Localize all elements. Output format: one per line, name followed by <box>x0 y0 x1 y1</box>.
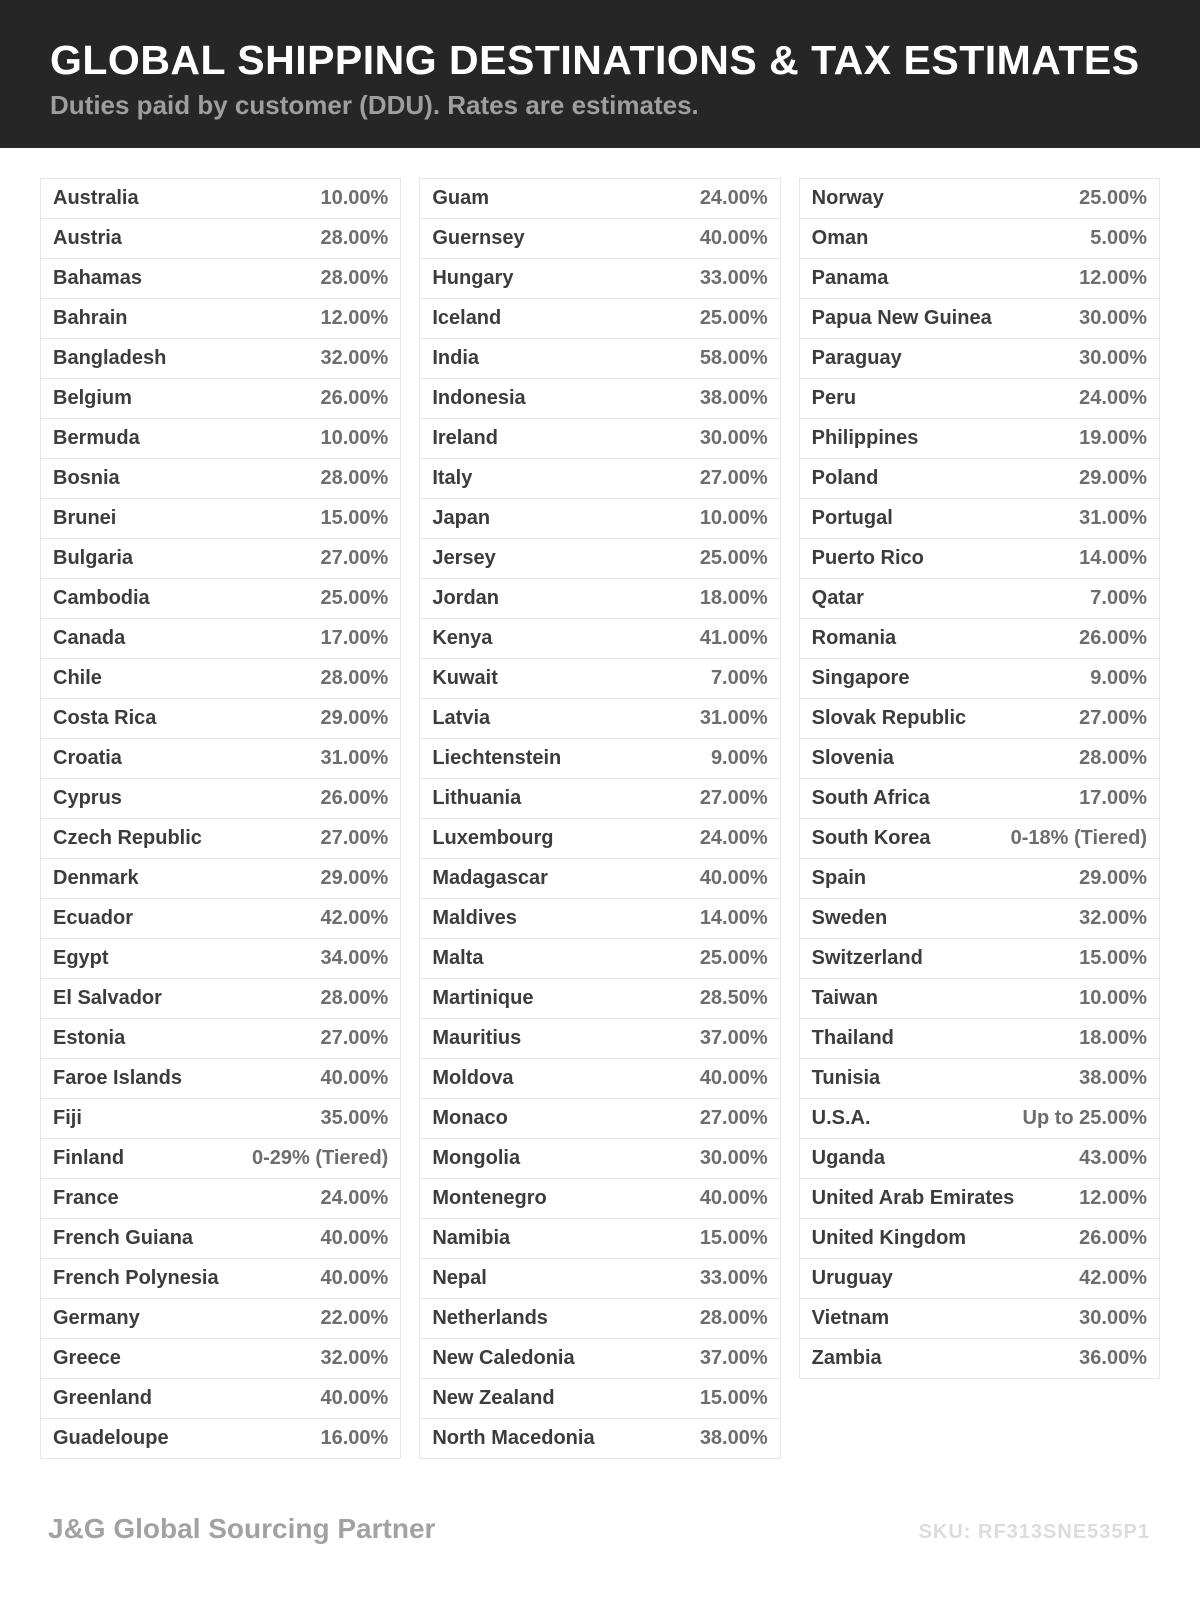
tax-rate: 12.00% <box>1079 267 1147 289</box>
country-name: Portugal <box>811 507 893 529</box>
tax-rate: 24.00% <box>699 827 768 849</box>
country-name: Spain <box>811 867 867 889</box>
country-name: Kuwait <box>432 667 498 689</box>
table-row <box>420 899 779 939</box>
tax-rate: 14.00% <box>1079 547 1147 569</box>
country-name: Croatia <box>53 747 122 769</box>
table-row <box>41 539 400 579</box>
table-row <box>800 779 1159 819</box>
country-name: India <box>432 347 479 369</box>
country-name: Denmark <box>53 867 139 889</box>
tax-rate: 5.00% <box>1090 227 1147 249</box>
country-name: Costa Rica <box>53 707 157 729</box>
country-name: Latvia <box>432 707 491 729</box>
tax-rate: 24.00% <box>320 1187 389 1209</box>
country-name: Guernsey <box>432 227 525 249</box>
table-row <box>41 1379 400 1419</box>
page-title: GLOBAL SHIPPING DESTINATIONS & TAX ESTIMATES <box>50 37 1140 83</box>
country-name: Cyprus <box>53 787 122 809</box>
tax-rate: 28.00% <box>320 667 389 689</box>
country-name: Tunisia <box>811 1067 881 1089</box>
table-row <box>41 659 400 699</box>
tax-rate: 15.00% <box>699 1387 768 1409</box>
sku-label: SKU: RF313SNE535P1 <box>918 1521 1150 1543</box>
tax-rate: 28.00% <box>320 227 389 249</box>
country-name: Jordan <box>432 587 500 609</box>
table-row <box>800 379 1159 419</box>
table-row <box>800 899 1159 939</box>
tax-rate: 24.00% <box>1079 387 1147 409</box>
table-row <box>41 979 400 1019</box>
table-row <box>800 339 1159 379</box>
country-name: Bahrain <box>53 307 128 329</box>
tax-rate: 40.00% <box>320 1267 389 1289</box>
country-name: Germany <box>53 1307 140 1329</box>
country-name: Madagascar <box>432 867 548 889</box>
country-name: United Kingdom <box>811 1227 967 1249</box>
table-row <box>420 539 779 579</box>
tax-rate: 19.00% <box>1079 427 1147 449</box>
table-row <box>800 1259 1159 1299</box>
country-name: Uruguay <box>811 1267 893 1289</box>
tax-rate: 38.00% <box>699 1427 768 1449</box>
table-row <box>420 939 779 979</box>
tax-rate: 10.00% <box>320 427 389 449</box>
tax-rate: 38.00% <box>699 387 768 409</box>
table-row <box>800 1179 1159 1219</box>
tax-rate: 30.00% <box>1079 307 1147 329</box>
brand-name: J&G Global Sourcing Partner <box>48 1513 436 1544</box>
tax-rate: 31.00% <box>320 747 389 769</box>
tax-rate: 14.00% <box>699 907 768 929</box>
country-name: Fiji <box>53 1107 82 1129</box>
table-row <box>420 1299 779 1339</box>
tax-rate: 10.00% <box>320 187 389 209</box>
table-row <box>41 219 400 259</box>
table-row <box>420 1339 779 1379</box>
tax-rate: 40.00% <box>699 227 768 249</box>
country-name: Faroe Islands <box>53 1067 182 1089</box>
table-row <box>420 739 779 779</box>
tax-rate: 27.00% <box>699 1107 768 1129</box>
table-row <box>800 1139 1159 1179</box>
table-row <box>41 899 400 939</box>
tax-rate: 28.00% <box>320 467 389 489</box>
table-row <box>420 299 779 339</box>
tax-rate: 28.00% <box>699 1307 768 1329</box>
table-row <box>41 1299 400 1339</box>
table-row <box>41 459 400 499</box>
table-row <box>800 619 1159 659</box>
tax-rate: 32.00% <box>320 1347 389 1369</box>
country-name: Iceland <box>432 307 502 329</box>
country-name: Singapore <box>811 667 910 689</box>
tax-rate: 36.00% <box>1079 1347 1147 1369</box>
country-name: Guadeloupe <box>53 1427 169 1449</box>
tax-rate: 25.00% <box>699 947 768 969</box>
country-name: Mauritius <box>432 1027 522 1049</box>
table-row <box>420 459 779 499</box>
country-name: Paraguay <box>811 347 902 369</box>
table-row <box>41 579 400 619</box>
tax-rate: 10.00% <box>699 507 768 529</box>
tax-rate: 0-18% (Tiered) <box>1010 827 1147 849</box>
tax-rate: 24.00% <box>699 187 768 209</box>
country-name: South Africa <box>811 787 930 809</box>
country-name: Moldova <box>432 1067 514 1089</box>
tax-rate: 30.00% <box>699 427 768 449</box>
table-row <box>41 939 400 979</box>
table-row <box>41 1179 400 1219</box>
table-row <box>800 539 1159 579</box>
table-row <box>420 779 779 819</box>
tax-rate: 31.00% <box>699 707 768 729</box>
tax-rate: 40.00% <box>320 1227 389 1249</box>
country-name: Taiwan <box>811 987 878 1009</box>
table-row <box>800 499 1159 539</box>
country-name: Mongolia <box>432 1147 521 1169</box>
table-row <box>800 1219 1159 1259</box>
tax-rate: 40.00% <box>699 867 768 889</box>
tax-rate: 15.00% <box>699 1227 768 1249</box>
tax-rate: 40.00% <box>320 1067 389 1089</box>
table-row <box>41 259 400 299</box>
table-row <box>800 459 1159 499</box>
tax-rate: 18.00% <box>1079 1027 1147 1049</box>
tax-rate: 33.00% <box>699 267 768 289</box>
tax-rate: 16.00% <box>320 1427 389 1449</box>
tax-rate: 12.00% <box>1079 1187 1147 1209</box>
country-name: Guam <box>432 187 490 209</box>
country-name: Japan <box>432 507 491 529</box>
country-name: Austria <box>53 227 122 249</box>
country-name: Slovak Republic <box>811 707 967 729</box>
country-name: Brunei <box>53 507 117 529</box>
country-name: Qatar <box>811 587 864 609</box>
tax-rate: 38.00% <box>1079 1067 1147 1089</box>
table-row <box>41 779 400 819</box>
country-name: France <box>53 1187 119 1209</box>
tax-rate: 32.00% <box>320 347 389 369</box>
tax-rate: 22.00% <box>320 1307 389 1329</box>
table-row <box>800 259 1159 299</box>
country-name: Netherlands <box>432 1307 548 1329</box>
country-name: Bangladesh <box>53 347 167 369</box>
table-row <box>41 179 400 219</box>
table-row <box>800 1099 1159 1139</box>
table-row <box>800 579 1159 619</box>
country-name: Ecuador <box>53 907 134 929</box>
rates-column <box>419 178 780 1459</box>
table-row <box>800 1339 1159 1379</box>
table-row <box>420 419 779 459</box>
table-row <box>41 1019 400 1059</box>
country-name: Luxembourg <box>432 827 554 849</box>
country-name: Zambia <box>811 1347 882 1369</box>
tax-rate: 29.00% <box>1079 467 1147 489</box>
table-row <box>420 859 779 899</box>
country-name: Australia <box>53 187 139 209</box>
rates-table <box>40 178 1160 1459</box>
rates-column <box>40 178 401 1459</box>
tax-rate: 7.00% <box>710 667 768 689</box>
country-name: French Guiana <box>53 1227 194 1249</box>
page-subtitle: Duties paid by customer (DDU). Rates are estimates. <box>50 90 699 120</box>
tax-rate: 26.00% <box>1079 1227 1147 1249</box>
tax-rate: 26.00% <box>320 387 389 409</box>
table-row <box>800 739 1159 779</box>
tax-rate: Up to 25.00% <box>1022 1107 1147 1129</box>
tax-rate: 7.00% <box>1090 587 1147 609</box>
table-row <box>800 1019 1159 1059</box>
country-name: Vietnam <box>811 1307 890 1329</box>
table-row <box>420 259 779 299</box>
country-name: Indonesia <box>432 387 526 409</box>
table-row <box>420 819 779 859</box>
table-row <box>420 339 779 379</box>
country-name: United Arab Emirates <box>811 1187 1015 1209</box>
table-row <box>420 1259 779 1299</box>
tax-rate: 33.00% <box>699 1267 768 1289</box>
tax-rate: 26.00% <box>1079 627 1147 649</box>
table-row <box>41 819 400 859</box>
table-row <box>41 1259 400 1299</box>
tax-rate: 10.00% <box>1079 987 1147 1009</box>
table-row <box>800 939 1159 979</box>
tax-rate: 9.00% <box>710 747 768 769</box>
table-row <box>420 619 779 659</box>
tax-rate: 15.00% <box>320 507 389 529</box>
table-row <box>41 379 400 419</box>
tax-rate: 30.00% <box>699 1147 768 1169</box>
country-name: Greenland <box>53 1387 152 1409</box>
tax-rate: 31.00% <box>1079 507 1147 529</box>
tax-rate: 29.00% <box>1079 867 1147 889</box>
country-name: French Polynesia <box>53 1267 219 1289</box>
country-name: Bermuda <box>53 427 140 449</box>
country-name: Finland <box>53 1147 125 1169</box>
tax-rate: 37.00% <box>699 1347 768 1369</box>
tax-rate: 17.00% <box>320 627 389 649</box>
country-name: Czech Republic <box>53 827 202 849</box>
table-row <box>420 1059 779 1099</box>
country-name: Puerto Rico <box>811 547 924 569</box>
table-row <box>420 379 779 419</box>
country-name: Canada <box>53 627 126 649</box>
country-name: Bosnia <box>53 467 120 489</box>
tax-rate: 25.00% <box>699 307 768 329</box>
country-name: Montenegro <box>432 1187 547 1209</box>
tax-rate: 34.00% <box>320 947 389 969</box>
table-row <box>420 219 779 259</box>
tax-rate: 28.00% <box>1079 747 1147 769</box>
country-name: Liechtenstein <box>432 747 562 769</box>
tax-rate: 25.00% <box>699 547 768 569</box>
table-row <box>420 499 779 539</box>
tax-rate: 40.00% <box>699 1067 768 1089</box>
table-row <box>800 659 1159 699</box>
table-row <box>41 299 400 339</box>
country-name: Slovenia <box>811 747 894 769</box>
country-name: Papua New Guinea <box>811 307 992 329</box>
table-row <box>800 859 1159 899</box>
tax-rate: 30.00% <box>1079 1307 1147 1329</box>
tax-rate: 37.00% <box>699 1027 768 1049</box>
tax-rate: 25.00% <box>1079 187 1147 209</box>
country-name: Hungary <box>432 267 514 289</box>
tax-rate: 41.00% <box>699 627 768 649</box>
country-name: Maldives <box>432 907 517 929</box>
tax-rate: 35.00% <box>320 1107 389 1129</box>
country-name: New Zealand <box>432 1387 555 1409</box>
tax-rate: 30.00% <box>1079 347 1147 369</box>
country-name: Greece <box>53 1347 121 1369</box>
table-row <box>420 1179 779 1219</box>
country-name: Poland <box>811 467 879 489</box>
tax-rate: 40.00% <box>699 1187 768 1209</box>
table-row <box>41 1339 400 1379</box>
country-name: Oman <box>811 227 869 249</box>
table-row <box>800 819 1159 859</box>
table-row <box>800 699 1159 739</box>
table-row <box>41 339 400 379</box>
country-name: Egypt <box>53 947 109 969</box>
tax-rate: 9.00% <box>1090 667 1147 689</box>
country-name: Cambodia <box>53 587 150 609</box>
country-name: Nepal <box>432 1267 487 1289</box>
tax-rate: 15.00% <box>1079 947 1147 969</box>
table-row <box>41 699 400 739</box>
table-row <box>41 1139 400 1179</box>
country-name: Norway <box>811 187 884 209</box>
country-name: U.S.A. <box>811 1107 871 1129</box>
tax-rate: 43.00% <box>1079 1147 1147 1169</box>
table-row <box>420 179 779 219</box>
country-name: South Korea <box>811 827 931 849</box>
table-row <box>41 419 400 459</box>
country-name: Jersey <box>432 547 496 569</box>
country-name: Lithuania <box>432 787 522 809</box>
table-row <box>800 179 1159 219</box>
tax-rate: 27.00% <box>320 547 389 569</box>
tax-rate: 28.00% <box>320 987 389 1009</box>
tax-rate: 0-29% (Tiered) <box>251 1147 389 1169</box>
country-name: Monaco <box>432 1107 508 1129</box>
table-row <box>420 659 779 699</box>
country-name: Bahamas <box>53 267 142 289</box>
country-name: Chile <box>53 667 102 689</box>
tax-rate: 32.00% <box>1079 907 1147 929</box>
tax-rate: 28.00% <box>320 267 389 289</box>
tax-rate: 27.00% <box>699 467 768 489</box>
table-row <box>800 1299 1159 1339</box>
table-row <box>420 979 779 1019</box>
tax-rate: 25.00% <box>320 587 389 609</box>
tax-rate: 27.00% <box>1079 707 1147 729</box>
country-name: Philippines <box>811 427 919 449</box>
country-name: Martinique <box>432 987 534 1009</box>
tax-rate: 40.00% <box>320 1387 389 1409</box>
table-row <box>800 419 1159 459</box>
table-row <box>41 859 400 899</box>
table-row <box>800 219 1159 259</box>
table-row <box>420 1419 779 1459</box>
tax-rate: 27.00% <box>320 827 389 849</box>
table-row <box>420 1379 779 1419</box>
country-name: Malta <box>432 947 484 969</box>
country-name: Thailand <box>811 1027 894 1049</box>
tax-rate: 27.00% <box>699 787 768 809</box>
country-name: North Macedonia <box>432 1427 595 1449</box>
table-row <box>420 699 779 739</box>
table-row <box>800 979 1159 1019</box>
table-row <box>420 1019 779 1059</box>
country-name: Uganda <box>811 1147 885 1169</box>
table-row <box>41 619 400 659</box>
table-row <box>41 1059 400 1099</box>
table-row <box>420 1219 779 1259</box>
table-row <box>420 579 779 619</box>
table-row <box>420 1139 779 1179</box>
country-name: Switzerland <box>811 947 923 969</box>
table-row <box>420 1099 779 1139</box>
tax-rate: 17.00% <box>1079 787 1147 809</box>
tax-rate: 12.00% <box>320 307 389 329</box>
tax-rate: 18.00% <box>699 587 768 609</box>
page-footer <box>48 1513 1150 1545</box>
country-name: Romania <box>811 627 897 649</box>
country-name: Peru <box>811 387 857 409</box>
country-name: Italy <box>432 467 473 489</box>
table-row <box>41 739 400 779</box>
tax-rate: 42.00% <box>1079 1267 1147 1289</box>
tax-rate: 29.00% <box>320 707 389 729</box>
country-name: Ireland <box>432 427 498 449</box>
country-name: New Caledonia <box>432 1347 575 1369</box>
country-name: El Salvador <box>53 987 162 1009</box>
table-row <box>800 1059 1159 1099</box>
country-name: Sweden <box>811 907 888 929</box>
table-row <box>41 1219 400 1259</box>
table-row <box>41 1419 400 1459</box>
tax-rate: 27.00% <box>320 1027 389 1049</box>
country-name: Bulgaria <box>53 547 134 569</box>
rates-column <box>799 178 1160 1379</box>
tax-rate: 28.50% <box>699 987 768 1009</box>
table-row <box>41 1099 400 1139</box>
table-row <box>800 299 1159 339</box>
page-header <box>0 0 1200 148</box>
country-name: Panama <box>811 267 889 289</box>
tax-rate: 26.00% <box>320 787 389 809</box>
country-name: Belgium <box>53 387 132 409</box>
tax-rate: 29.00% <box>320 867 389 889</box>
tax-rate: 58.00% <box>699 347 768 369</box>
country-name: Estonia <box>53 1027 126 1049</box>
country-name: Kenya <box>432 627 493 649</box>
table-row <box>41 499 400 539</box>
tax-rate: 42.00% <box>320 907 389 929</box>
country-name: Namibia <box>432 1227 511 1249</box>
